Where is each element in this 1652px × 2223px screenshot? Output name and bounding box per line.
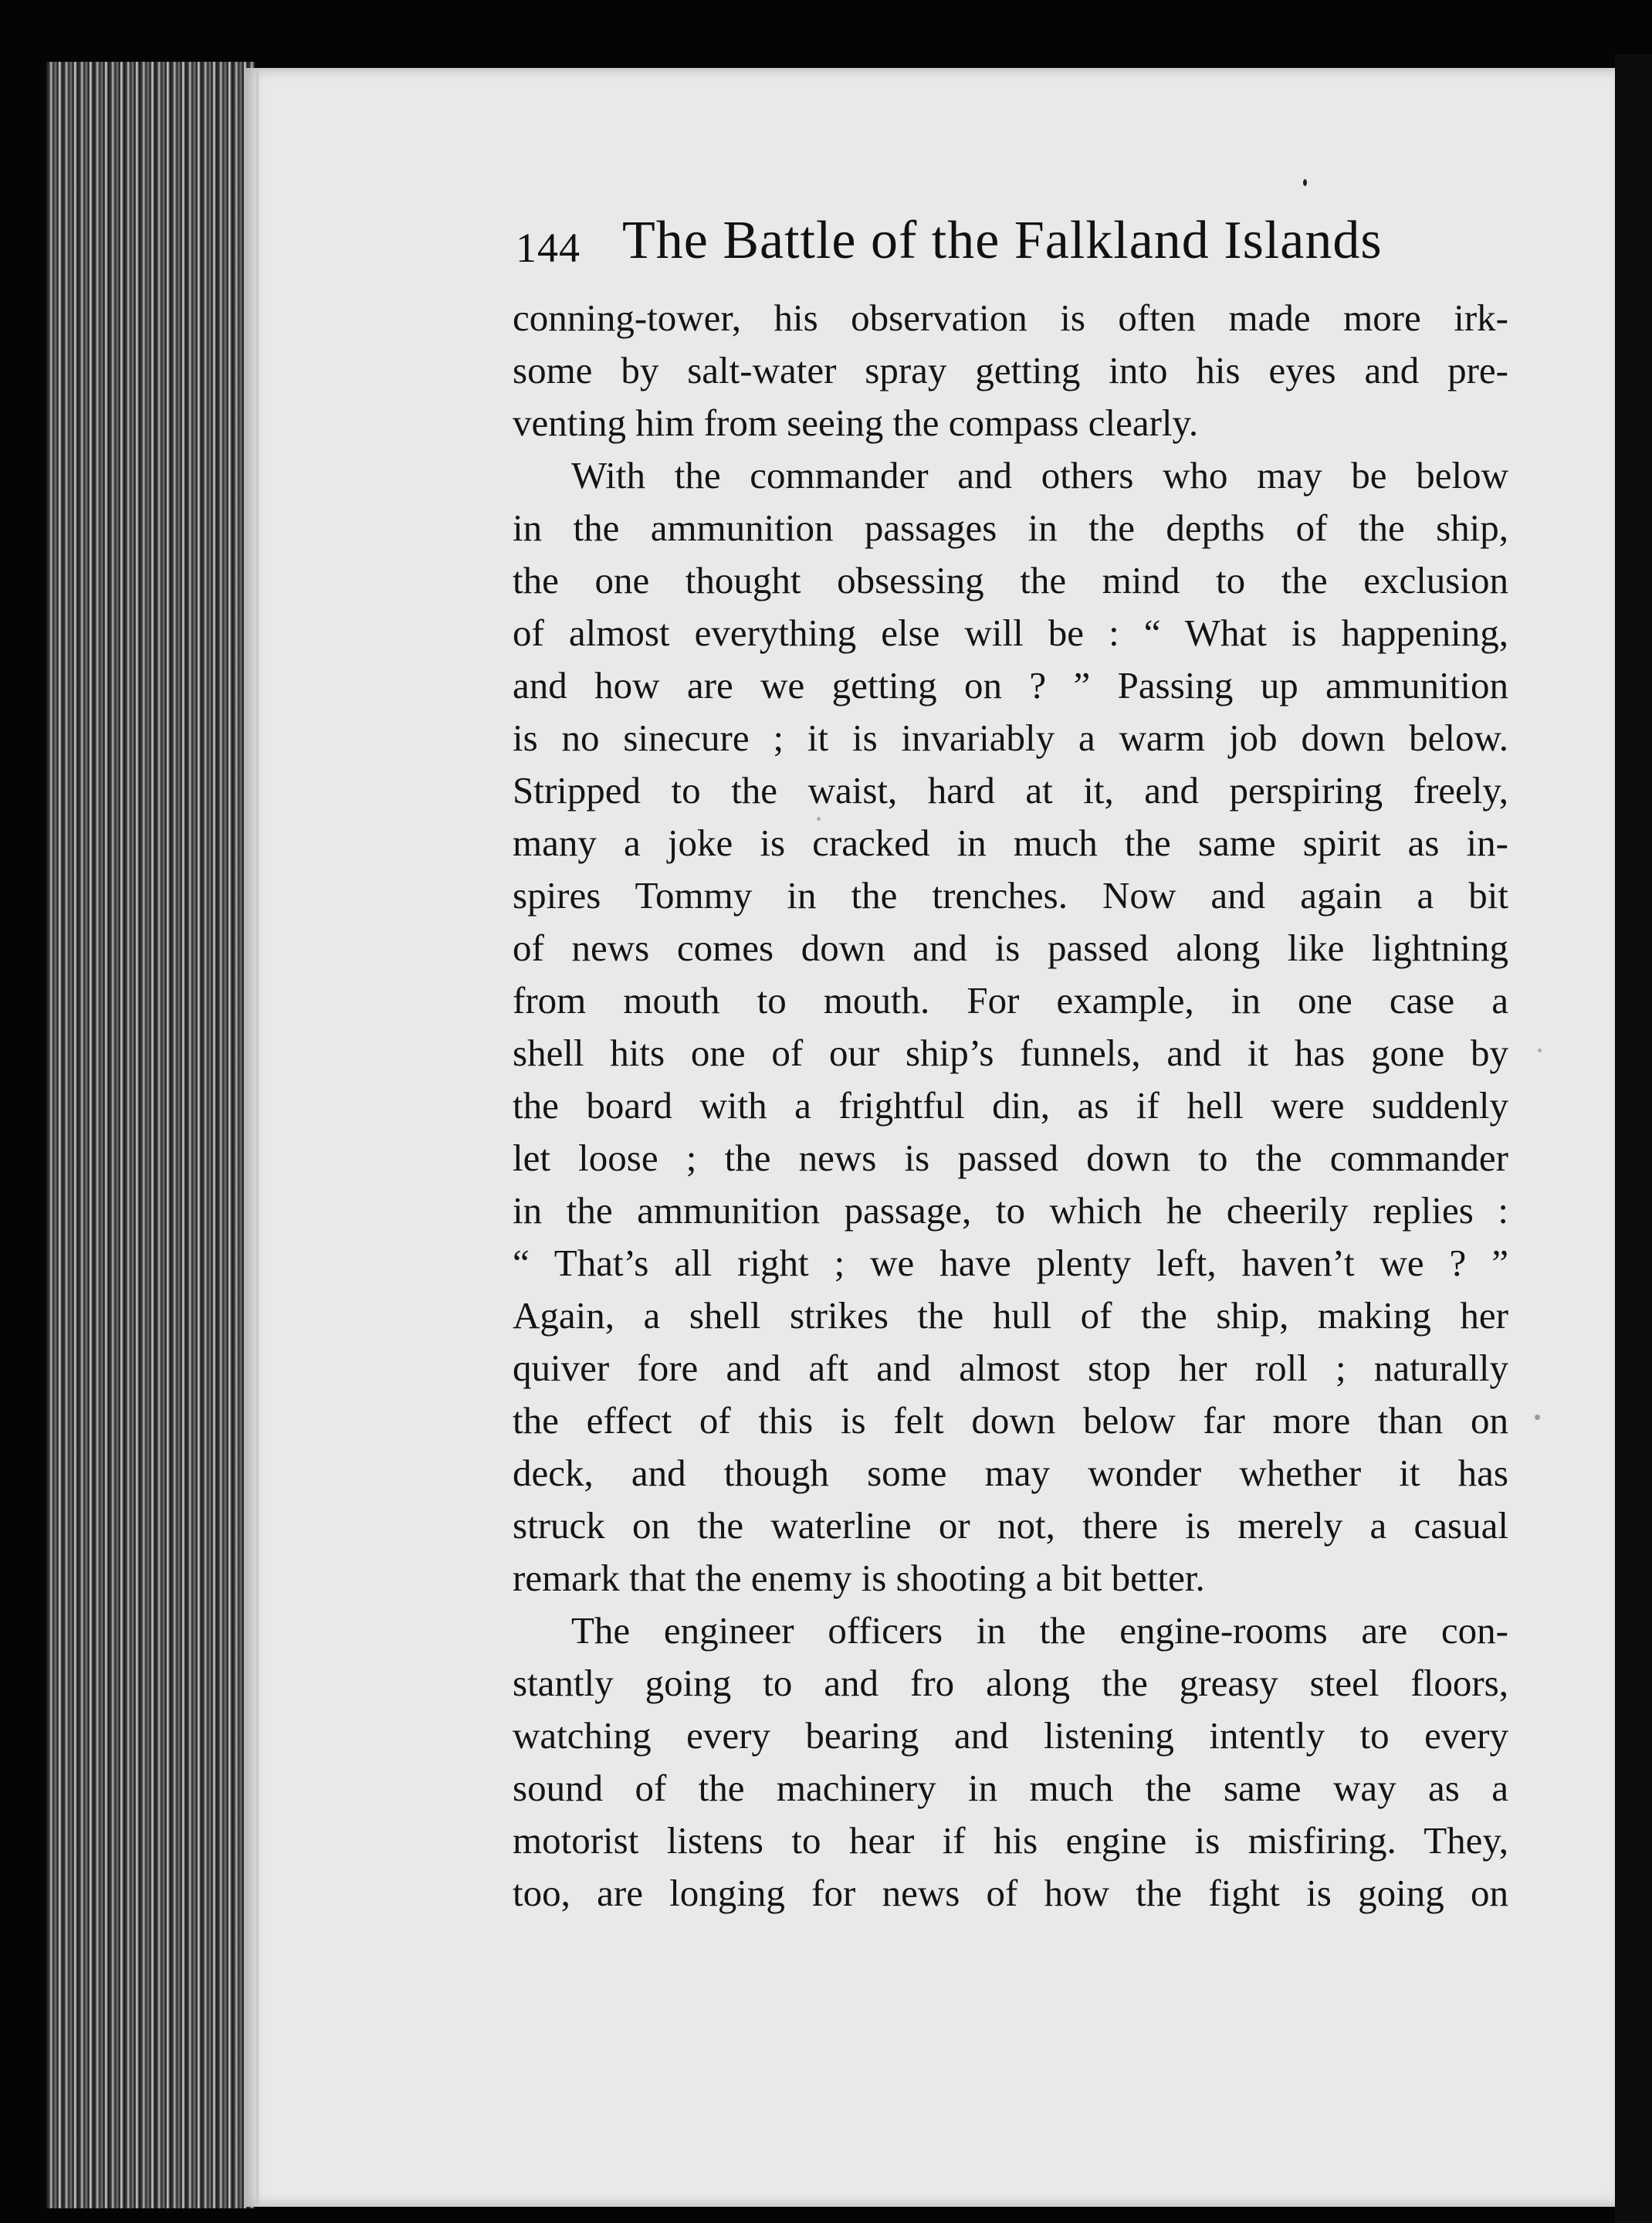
text-line: With the commander and others who may be below [571, 454, 1508, 496]
dust-speck [1303, 179, 1307, 186]
text-line: of almost everything else will be : “ What is happening, [513, 612, 1508, 654]
page-header [516, 210, 1504, 280]
text-line: the one thought obsessing the mind to the exclusion [513, 559, 1508, 601]
text-line: deck, and though some may wonder whether it has [513, 1452, 1508, 1494]
text-line: the effect of this is felt down below far more than on [513, 1399, 1508, 1442]
dust-speck [1535, 1415, 1540, 1420]
text-line: Stripped to the waist, hard at it, and perspiring freely, [513, 769, 1508, 812]
text-line: sound of the machinery in much the same way as a [513, 1767, 1508, 1809]
text-line: struck on the waterline or not, there is merely a casual [513, 1504, 1508, 1547]
text-line: conning-tower, his observation is often made more irk- [513, 297, 1508, 339]
text-line: The engineer officers in the engine-rooms are con- [571, 1609, 1508, 1652]
scan-right-border [1615, 54, 1652, 2223]
body-text [513, 292, 1508, 1920]
running-title: The Battle of the Falkland Islands [622, 211, 1383, 270]
text-line: “ That’s all right ; we have plenty left, haven’t we ? ” [513, 1242, 1508, 1284]
text-line: of news comes down and is passed along like lightning [513, 927, 1508, 969]
text-line: spires Tommy in the trenches. Now and again a bit [513, 874, 1508, 917]
page-gutter-line [256, 68, 259, 2207]
text-line: and how are we getting on ? ” Passing up ammunition [513, 664, 1508, 707]
dust-speck [1538, 1049, 1542, 1052]
text-line: too, are longing for news of how the fight is going on [513, 1872, 1508, 1914]
dust-speck [817, 817, 821, 821]
text-line: quiver fore and aft and almost stop her roll ; naturally [513, 1347, 1508, 1389]
text-line: shell hits one of our ship’s funnels, and it has gone by [513, 1032, 1508, 1074]
text-line: remark that the enemy is shooting a bit better. [513, 1557, 1205, 1599]
text-line: let loose ; the news is passed down to the commander [513, 1137, 1508, 1179]
text-line: watching every bearing and listening intently to every [513, 1714, 1508, 1757]
text-line: stantly going to and fro along the greasy steel floors, [513, 1662, 1508, 1704]
text-line: in the ammunition passage, to which he cheerily replies : [513, 1189, 1508, 1232]
text-line: venting him from seeing the compass clearly. [513, 402, 1199, 444]
text-line: the board with a frightful din, as if hell were suddenly [513, 1084, 1508, 1127]
text-line: from mouth to mouth. For example, in one case a [513, 979, 1508, 1022]
text-line: Again, a shell strikes the hull of the ship, making her [513, 1294, 1508, 1337]
text-line: many a joke is cracked in much the same spirit as in- [513, 822, 1508, 864]
page-number: 144 [516, 225, 581, 271]
text-line: is no sinecure ; it is invariably a warm job down below. [513, 717, 1508, 759]
text-line: motorist listens to hear if his engine is misfiring. They, [513, 1819, 1508, 1862]
text-line: in the ammunition passages in the depths of the ship, [513, 507, 1508, 549]
book-page-edges [46, 62, 255, 2208]
text-line: some by salt-water spray getting into his eyes and pre- [513, 349, 1508, 391]
